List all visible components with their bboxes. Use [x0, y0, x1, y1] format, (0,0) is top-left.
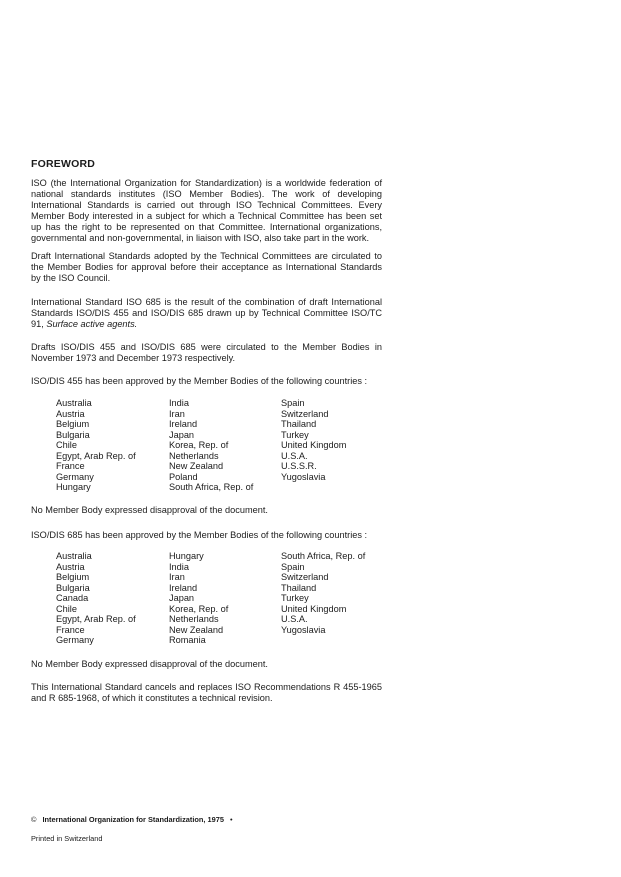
country-name: Germany — [56, 635, 94, 645]
country-name: India — [169, 561, 189, 572]
copyright-icon: © — [31, 815, 37, 824]
country-list-455 — [56, 398, 401, 493]
country-name: New Zealand — [169, 624, 224, 635]
country-column-2 — [169, 398, 281, 493]
foreword-heading: FOREWORD — [31, 158, 96, 170]
printed-in-line: Printed in Switzerland — [31, 834, 103, 843]
country-name: Austria — [56, 561, 85, 572]
country-name: U.S.S.R. — [281, 461, 317, 471]
country-name: Romania — [169, 635, 206, 645]
country-name: Egypt, Arab Rep. of — [56, 450, 136, 461]
paragraph-standard-origin-text: International Standard ISO 685 is the result of the combination of draft International Standards ISO/DIS 455 and ISO/DIS 685 drawn up by Technical Committee ISO/TC 91, — [31, 297, 382, 329]
country-column-1 — [56, 551, 169, 646]
paragraph-standard-origin — [31, 297, 382, 330]
country-name: Canada — [56, 593, 89, 603]
paragraph-circulation: Drafts ISO/DIS 455 and ISO/DIS 685 were circulated to the Member Bodies in November 1973 and December 1973 respectively. — [31, 342, 382, 363]
country-name: Thailand — [281, 582, 317, 593]
country-column-3 — [281, 551, 401, 646]
country-name: New Zealand — [169, 461, 224, 471]
country-name: Iran — [169, 572, 185, 582]
country-list-685 — [56, 551, 401, 646]
country-name: Korea, Rep. of — [169, 440, 229, 450]
country-name: Hungary — [56, 482, 91, 492]
country-name: Iran — [169, 408, 185, 419]
country-name: Korea, Rep. of — [169, 603, 229, 614]
country-name: Yugoslavia — [281, 471, 326, 482]
country-name: Turkey — [281, 429, 309, 440]
country-name: Turkey — [281, 593, 309, 603]
bullet-icon: • — [229, 815, 233, 824]
country-name: Chile — [56, 440, 77, 450]
country-name: France — [56, 624, 85, 635]
country-name: Yugoslavia — [281, 624, 326, 635]
country-name: Netherlands — [169, 614, 219, 624]
country-name: United Kingdom — [281, 603, 347, 614]
country-name: Australia — [56, 398, 92, 408]
country-name: Belgium — [56, 572, 90, 582]
country-name: Egypt, Arab Rep. of — [56, 614, 136, 624]
country-name: Spain — [281, 398, 305, 408]
paragraph-draft-standards: Draft International Standards adopted by the Technical Committees are circulated to the Member Bodies for approval before their acceptance as International Standards by the ISO Council. — [31, 251, 382, 283]
country-name: Australia — [56, 551, 92, 561]
country-name: Switzerland — [281, 572, 329, 582]
paragraph-replacement: This International Standard cancels and replaces ISO Recommendations R 455-1965 and R 685-1968, of which it constitutes a technical revision. — [31, 682, 382, 703]
country-name: Netherlands — [169, 450, 219, 461]
country-name: Germany — [56, 471, 94, 482]
country-name: Ireland — [169, 419, 198, 429]
country-name: U.S.A. — [281, 450, 308, 461]
country-name: Austria — [56, 408, 85, 419]
country-name: South Africa, Rep. of — [169, 482, 254, 492]
country-name: U.S.A. — [281, 614, 308, 624]
approval-455-note: No Member Body expressed disapproval of the document. — [31, 505, 268, 515]
country-name: Japan — [169, 429, 195, 440]
country-column-1 — [56, 398, 169, 493]
approval-685-intro: ISO/DIS 685 has been approved by the Member Bodies of the following countries : — [31, 530, 368, 540]
country-name: Japan — [169, 593, 195, 603]
country-name: Spain — [281, 561, 305, 572]
copyright-line — [31, 815, 233, 824]
country-name: Hungary — [169, 551, 204, 561]
country-name: Bulgaria — [56, 582, 90, 593]
country-name: Bulgaria — [56, 429, 90, 440]
country-name: South Africa, Rep. of — [281, 551, 366, 561]
country-column-3 — [281, 398, 401, 493]
country-name: Ireland — [169, 582, 198, 593]
approval-685-note: No Member Body expressed disapproval of the document. — [31, 659, 268, 669]
country-name: United Kingdom — [281, 440, 347, 450]
country-name: Switzerland — [281, 408, 329, 419]
paragraph-iso-intro: ISO (the International Organization for Standardization) is a worldwide federation of national standards institutes (ISO Member Bodies). The work of developing International Standards is carried out through ISO Technical Committees. Every Member Body interested in a subject for which a Technical Committee has been set up has the right to be represented on that Committee. International organizations, governmental and non-governmental, in liaison with ISO, also take part in the work. — [31, 178, 382, 243]
country-name: Poland — [169, 471, 198, 482]
country-name: Chile — [56, 603, 77, 614]
approval-455-intro: ISO/DIS 455 has been approved by the Member Bodies of the following countries : — [31, 376, 368, 386]
country-name: Thailand — [281, 419, 317, 429]
country-name: Belgium — [56, 419, 90, 429]
committee-title-italic: Surface active agents. — [46, 319, 138, 329]
country-name: France — [56, 461, 85, 471]
country-column-2 — [169, 551, 281, 646]
country-name: India — [169, 398, 189, 408]
copyright-text: International Organization for Standardization, 1975 — [42, 815, 224, 824]
